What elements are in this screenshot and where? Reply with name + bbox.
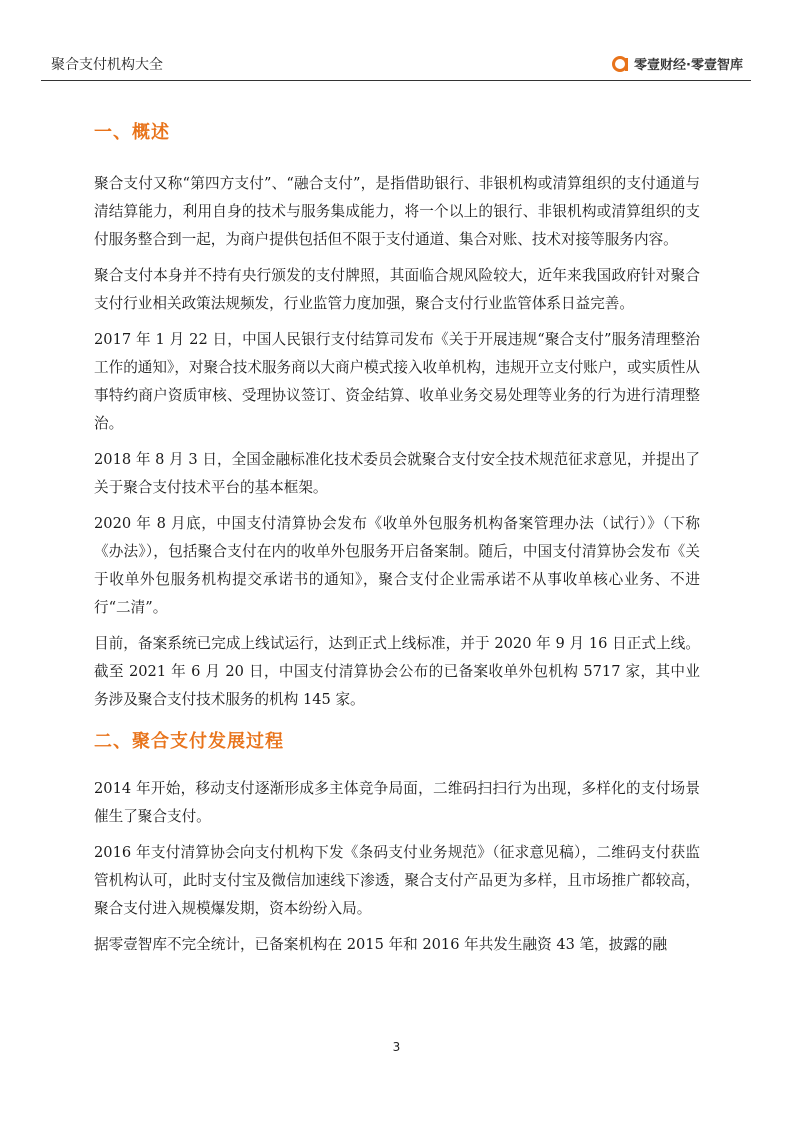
brand-logo: [612, 54, 743, 73]
paragraph: 2016 年支付清算协会向支付机构下发《条码支付业务规范》（征求意见稿），二维码支付获监管机构认可，此时支付宝及微信加速线下渗透，聚合支付产品更为多样，且市场推广都较高，聚合支付进入规模爆发期，资本纷纷入局。: [94, 844, 700, 917]
page-header: [41, 52, 751, 81]
document-title: 聚合支付机构大全: [51, 57, 163, 73]
section-heading-overview: 一、概述: [94, 122, 170, 143]
paragraph: 据零壹智库不完全统计，已备案机构在 2015 年和 2016 年共发生融资 43 笔，披露的融: [94, 936, 668, 953]
section-1: [94, 118, 700, 170]
page-number: 3: [392, 1040, 401, 1054]
paragraph: 2014 年开始，移动支付逐渐形成多主体竞争局面，二维码扫扫行为出现，多样化的支付场景催生了聚合支付。: [94, 780, 700, 825]
page-content: [94, 118, 700, 967]
section-heading-development: 二、聚合支付发展过程: [94, 731, 284, 752]
paragraph: 聚合支付又称“第四方支付”、“融合支付”，是指借助银行、非银机构或清算组织的支付通道与清结算能力，利用自身的技术与服务集成能力，将一个以上的银行、非银机构或清算组织的支付服务整合到一起，为商户提供包括但不限于支付通道、集合对账、技术对接等服务内容。: [94, 175, 700, 248]
brand-name: 零壹财经·零壹智库: [634, 58, 743, 73]
section-2: [94, 727, 700, 775]
paragraph: 目前，备案系统已完成上线试运行，达到正式上线标准，并于 2020 年 9 月 16 日正式上线。截至 2021 年 6 月 20 日，中国支付清算协会公布的已备案收单外包机构 5717 家，其中业务涉及聚合支付技术服务的机构 145 家。: [94, 635, 700, 708]
paragraph: 2020 年 8 月底，中国支付清算协会发布《收单外包服务机构备案管理办法（试行）》（下称《办法》），包括聚合支付在内的收单外包服务开启备案制。随后，中国支付清算协会发布《关于收单外包服务机构提交承诺书的通知》，聚合支付企业需承诺不从事收单核心业务、不进行“二清”。: [94, 515, 700, 616]
paragraph: 2017 年 1 月 22 日，中国人民银行支付结算司发布《关于开展违规“聚合支付”服务清理整治工作的通知》，对聚合技术服务商以大商户模式接入收单机构，违规开立支付账户，或实质性从事特约商户资质审核、受理协议签订、资金结算、收单业务交易处理等业务的行为进行清理整治。: [94, 331, 700, 432]
paragraph: 聚合支付本身并不持有央行颁发的支付牌照，其面临合规风险较大，近年来我国政府针对聚合支付行业相关政策法规频发，行业监管力度加强，聚合支付行业监管体系日益完善。: [94, 267, 700, 312]
paragraph: 2018 年 8 月 3 日，全国金融标准化技术委员会就聚合支付安全技术规范征求意见，并提出了关于聚合支付技术平台的基本框架。: [94, 451, 700, 496]
brand-logo-icon: [612, 55, 630, 73]
